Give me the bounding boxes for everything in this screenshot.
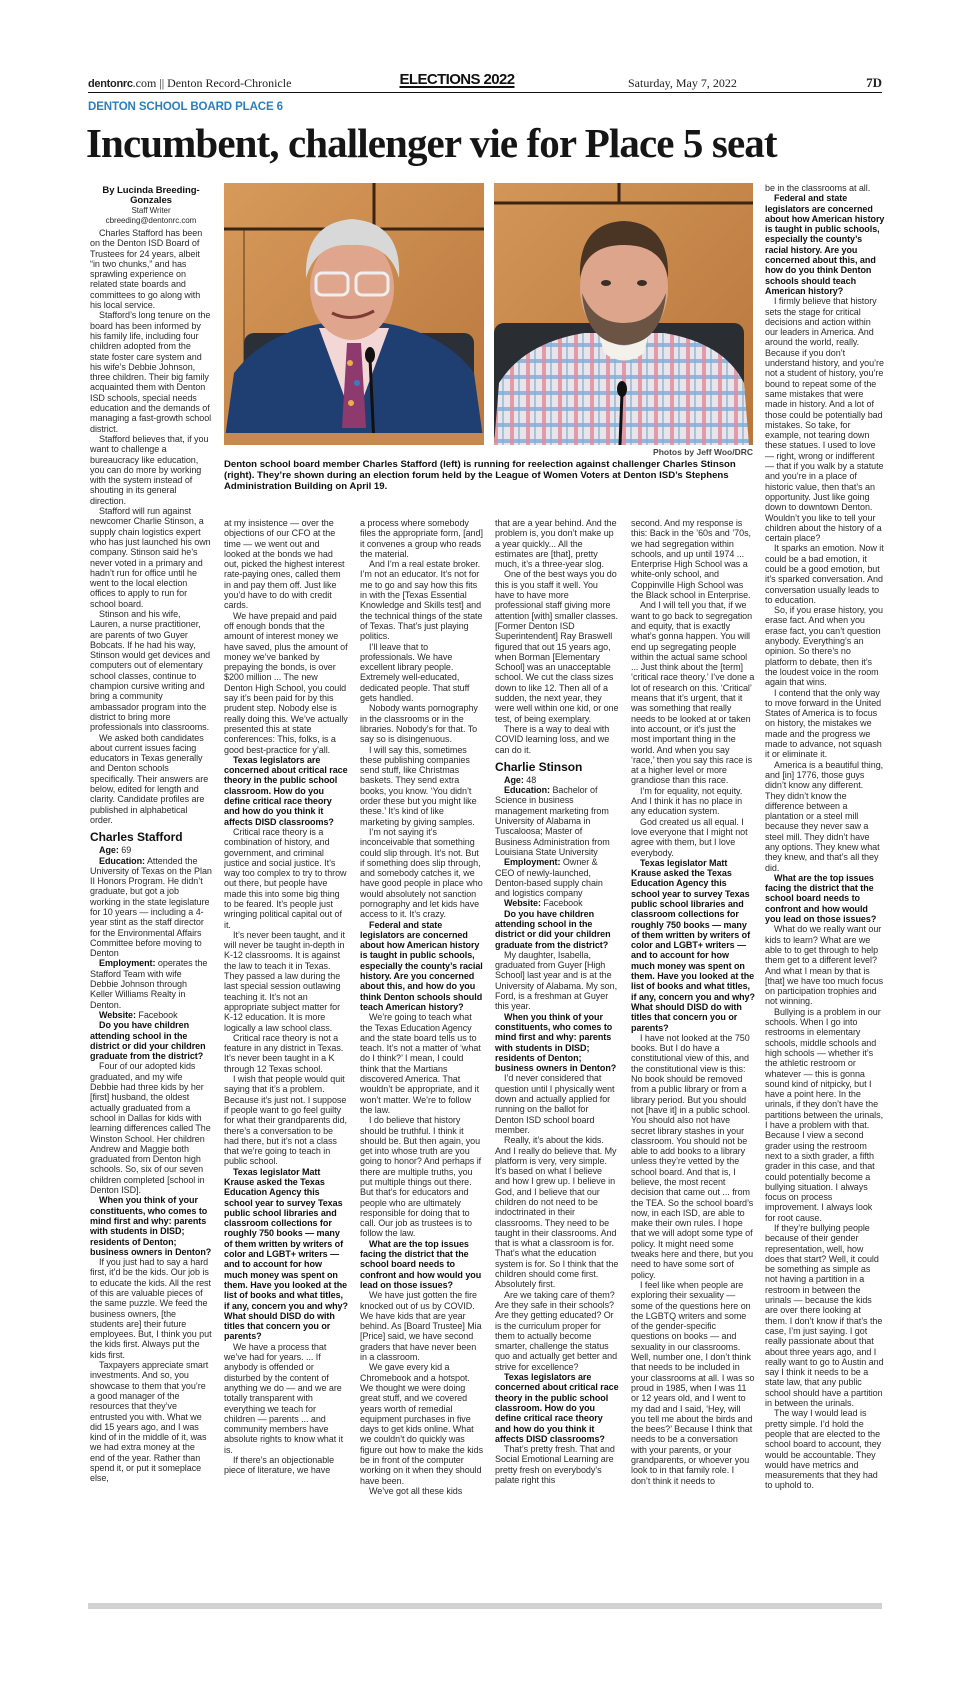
paragraph: Taxpayers appreciate smart investments. And so, you showcase to them that you’re a good manager of the resources that they’ve entrusted you with. What we did 15 years ago, and I was kind of in the middle of it, was we had extra money at the end of the year. Rather than spend it, or put it someplace else, (90, 1360, 209, 1484)
header-rule (88, 92, 882, 93)
paragraph: I’m for equality, not equity. And I think it has no place in any education system. (631, 785, 743, 817)
fact-label: Age: (99, 845, 119, 856)
paragraph: We gave every kid a Chromebook and a hotspot. We thought we were doing great stuff, and we covered years worth of remedial equipment purchases in five days to get kids online. What we couldn’t do quickly was figure out how to make the kids be in front of the computer working on it when they should have been. (360, 1362, 484, 1486)
paragraph: And I’m a real estate broker. I’m not an educator. It’s not for me to go and say how this fits in with the [Texas Essential Knowledge and Skills test] and the technical things of the state of Texas. That’s just playing politics. (360, 559, 483, 642)
fact-value: Facebook (540, 898, 583, 909)
candidate-fact (495, 898, 619, 908)
paragraph: America is a beautiful thing, and [in] 1776, those guys didn’t know any different. They didn’t know the difference between a plantation or a steel mill because they never saw a steel mill. They didn’t have any options. They knew what they knew, and that’s all they did. (765, 759, 884, 873)
interview-question: When you think of your constituents, who comes to mind first and why: parents with students in DISD; residents of Denton; business owners in Denton? (495, 1011, 617, 1074)
candidate-fact (90, 1010, 212, 1020)
paragraph: I’d never considered that question until I physically went down and actually applied for running on the ballot for Denton ISD school board member. (495, 1073, 615, 1135)
column-body (90, 228, 212, 1484)
candidate-fact (495, 775, 619, 785)
paragraph: If there’s an objectionable piece of literature, we have (224, 1455, 335, 1476)
paragraph: I’ll leave that to professionals. We have excellent library people. Extremely well-educated, dedicated people. That stuff gets handled. (360, 641, 470, 704)
article-column-2 (224, 518, 348, 1594)
paragraph: Stafford will run against newcomer Charlie Stinson, a supply chain logistics expert who has just launched his own company. Stinson said he’s never voted in a primary and hadn’t run for office until he went to the local election offices to apply to run for school board. (90, 506, 211, 609)
fact-value: Facebook (135, 1009, 178, 1020)
paragraph: Four of our adopted kids graduated, and my wife Debbie had three kids by her [first] husband, the oldest actually graduated from a school in Dallas for kids with learning differences called The Winston School. Her children Andrew and Maggie both graduated from Denton high schools. So, six of our seven children completed [school in Denton ISD]. (90, 1061, 211, 1196)
fact-label: Website: (99, 1009, 136, 1020)
paragraph: Are we taking care of them? Are they safe in their schools? Are they getting educated? Or is the curriculum proper for them to actually become smarter, challenge the status quo and actually get better and strive for excellence? (495, 1289, 618, 1372)
paragraph: There is a way to deal with COVID learning loss, and we can do it. (495, 723, 610, 755)
candidate-fact (90, 845, 212, 855)
column-body (495, 518, 619, 1485)
fact-label: Employment: (99, 958, 156, 969)
paragraph: Charles Stafford has been on the Denton ISD Board of Trustees for 24 years, albeit “in two chunks,” and has sprawling experience on related state boards and committees to go along with his local service. (90, 228, 203, 311)
fact-label: Age: (504, 774, 524, 785)
paragraph: We have a process that we’ve had for years. ... If anybody is offended or disturbed by the content of anything we do — and we are totally transparent with everything we teach for children — parents ... and community members have absolute rights to know what it is. (224, 1341, 344, 1455)
paragraph: One of the best ways you do this is you staff it well. You have to have more professional staff giving more attention [with] smaller classes. [Former Denton ISD Superintendent] Ray Braswell figured that out 15 years ago, when Borman [Elementary School] was an unacceptable school. We cut the class sizes down to like 12. Then all of a sudden, the next year, they were well within one kid, or one test, of being exemplary. (495, 569, 619, 724)
interview-question: Do you have children attending school in the district or did your children graduate from the district? (495, 908, 611, 950)
paragraph: that are a year behind. And the problem is, you don’t make up a year quickly... All the estimates are [that], pretty much, it’s a three-year slog. (495, 518, 617, 570)
paragraph: Stafford’s long tenure on the board has been informed by his family life, including four children adopted from the state foster care system and his wife’s Debbie Johnson, three children. Their big family acquainted them with Denton ISD schools, special needs education and the demands of managing a fast-growth school district. (90, 310, 212, 434)
paragraph: Critical race theory is not a feature in any district in Texas. It’s never been taught in a K through 12 Texas school. (224, 1032, 344, 1074)
paragraph: a process where somebody files the appropriate form, [and] it convenes a group who reads the material. (360, 518, 483, 559)
paragraph: God created us all equal. I love everyone that I might not agree with them, but I love everybody. (631, 816, 748, 858)
paragraph: We have prepaid and paid off enough bonds that the amount of interest money we have saved, plus the amount of money we’ve banked by prepaying the bonds, is over $200 million ... The new Denton High School, you could say it’s been paid for by this prudent step. Nobody else is really doing this. We’ve actually presented this at state conferences: This, folks, is a good best-practice for y’all. (224, 610, 348, 755)
paragraph: I have not looked at the 750 books. But I do have a constitutional view of this, and the constitutional view is this: No book should be removed from a public library or from a library period. But you should not [have it] in a public school. You should also not have secret library stashes in your classroom. You should not be able to add books to a library unless they’re vetted by the school board. And that is, I believe, the most recent decision that came out ... from the TEA. So the school board’s now, in each ISD, are able to make their own rules. I hope that we will adopt some type of policy. It might need some tweaks here and there, but you need to have some sort of policy. (631, 1032, 754, 1280)
column-body (631, 518, 755, 1486)
paragraph: So, if you erase history, you erase fact. And when you erase fact, you can’t question anybody. Everything’s an opinion. So there’s no platform to debate, then it’s the loudest voice in the room again that wins. (765, 605, 883, 688)
interview-question: Federal and state legislators are concerned about how American history is taught in public schools, especially the county’s racial history. Are you concerned about this, and how do you think Denton schools should teach American history? (765, 193, 885, 296)
paragraph: The way I would lead is pretty simple. I’d hold the people that are elected to the school board to account, they would be accountable. They would have metrics and measurements that they had to uphold to. (765, 1408, 882, 1491)
fact-value: operates the Stafford Team with wife Debbie Johnson through Keller Williams Realty in Denton. (90, 958, 208, 1010)
fact-label: Employment: (504, 857, 561, 868)
byline-author: By Lucinda Breeding-Gonzales (102, 186, 200, 206)
paragraph: be in the classrooms at all. (765, 183, 871, 193)
photo-charles-stafford (224, 183, 484, 445)
fact-value: Attended the University of Texas on the Plan II Honors Program. He didn’t graduate, but got a job working in the state legislature for 10 years — including a 4-year stint as the staff director for the Environmental Affairs Committee before moving to Denton (90, 855, 212, 959)
paragraph: We’ve got all these kids (369, 1485, 463, 1496)
fact-label: Education: (504, 785, 550, 796)
paragraph: I do believe that history should be truthful. I think it should be. But then again, you get into whose truth are you going to honor? And perhaps if there are multiple truths, you put multiple things out there. But that’s for educators and people who are ultimately responsible for doing that to call. Our job as trustees is to follow the law. (360, 1115, 482, 1239)
interview-question: Texas legislators are concerned about critical race theory in the public school classroom. How do you define critical race theory and how do you think it affects DISD classrooms? (224, 754, 348, 827)
byline (90, 186, 212, 226)
paragraph: I firmly believe that history sets the stage for critical decisions and action within our leaders in America. And around the world, really. Because if you don’t understand history, and you’re not a student of history, you’re bound to repeat some of the same mistakes that were made in history. And a lot of those could be potentially bad mistakes. So take, for example, not tearing down these statues. I used to love — right, wrong or indifferent — that if you walk by a statute and you’re in a place of historic value, then that’s an opportunity. Just like going down to downtown Denton. Wouldn’t you like to tell your children about the history of a certain place? (765, 296, 884, 544)
column-body (765, 183, 885, 1491)
paragraph: It sparks an emotion. Now it could be a bad emotion, it could be a good emotion, but it’s sparked conversation. And conversation usually leads to to education. (765, 543, 884, 605)
candidate-fact (90, 856, 212, 959)
paragraph: What do we really want our kids to learn? What are we able to to get through to help them get to a different level? And what I mean by that is [that] we have too much focus on participation trophies and not winning. (765, 924, 884, 1007)
interview-question: When you think of your constituents, who comes to mind first and why: parents with students in DISD; residents of Denton; business owners in Denton? (90, 1195, 212, 1257)
headline: Incumbent, challenger vie for Place 5 seat (86, 120, 777, 166)
issue-date: Saturday, May 7, 2022 (628, 76, 737, 90)
paragraph: That’s pretty fresh. That and Social Emotional Learning are pretty fresh on everybody’s palate right this (495, 1444, 615, 1486)
paragraph: I will say this, sometimes these publishing companies send stuff, like Christmas baskets. They send extra books, you know. ‘You didn’t order these but you might like these.’ It’s kind of like marketing by giving samples. (360, 744, 477, 827)
article-column-3 (360, 518, 484, 1594)
fact-value: Owner & CEO of newly-launched, Denton-based supply chain and logistics company (495, 857, 603, 899)
paragraph: Critical race theory is a combination of history, and government, and criminal justice and social justice. It’s way too complex to try to throw out there, but people have made this into some big thing to be feared. It’s people just wringing political capital out of it. (224, 826, 347, 930)
candidate-fact (90, 958, 212, 1009)
paragraph: second. And my response is this: Back in the ’60s and ’70s, we had segregation within schools, and up until 1974 ... Enterprise High School was a white-only school, and Coppinville High School was the Black school in Enterprise. (631, 518, 751, 601)
page-number: 7D (866, 75, 882, 90)
masthead-site (88, 76, 291, 91)
fact-value: Bachelor of Science in business management marketing from University of Alabama in Tuscaloosa; Master of Business Administration from Louisiana State University (495, 785, 610, 857)
fact-value: 48 (523, 774, 537, 785)
section-title: ELECTIONS 2022 (399, 71, 515, 88)
interview-question: Texas legislator Matt Krause asked the Texas Education Agency this school year to survey Texas public school libraries and classroom collections for roughly 750 books — many of them written by writers of color and LGBT+ writers — and to account for how much money was spent on them. Have you looked at the list of books and what titles, if any, concern you and why? What should DISD do with titles that concern you or parents? (631, 857, 755, 1033)
fact-label: Education: (99, 855, 145, 866)
paragraph: My daughter, Isabella, graduated from Guyer [High School] last year and is at the University of Alabama. My son, Ford, is a freshman at Guyer this year. (495, 949, 618, 1012)
interview-question: Do you have children attending school in the district or did your children graduate from the district? (90, 1020, 206, 1062)
article-column-6 (765, 183, 885, 1594)
paragraph: It’s never been taught, and it will never be taught in-depth in K-12 classrooms. It is against the law to teach it in Texas. They passed a law during the last special session outlawing teaching it. It’s not an appropriate subject matter for K-12 education. It is more logically a law school class. (224, 929, 345, 1033)
byline-role: Staff Writer (131, 206, 171, 215)
page-bottom-rule (88, 1603, 882, 1609)
column-body (224, 518, 348, 1476)
paragraph: Bullying is a problem in our schools. When I go into restrooms in elementary schools, middle schools and high schools — whether it’s the athletic restroom or whatever — this is gonna sound kind of nitpicky, but I have a point here. In the urinals, if they don’t have the partitions between the urinals, I have a problem with that. Because I view a second grader using the restroom next to a sixth grader, a fifth grader in this case, and that could potentially become a bullying situation. I always focus on process improvement. I always look for root cause. (765, 1006, 884, 1223)
paragraph: Stafford believes that, if you want to challenge a bureaucracy like education, you can do more by working with the system instead of shouting in its general direction. (90, 433, 209, 506)
fact-value: 69 (118, 845, 132, 856)
interview-question: What are the top issues facing the district that the school board needs to confront and how would you lead on those issues? (765, 872, 877, 925)
interview-question: Texas legislator Matt Krause asked the Texas Education Agency this school year to survey Texas public school libraries and classroom collections for roughly 750 books — many of them written by writers of color and LGBT+ writers — and to account for how much money was spent on them. Have you looked at the list of books and what titles, if any, concern you and why? What should DISD do with titles that concern you or parents? (224, 1166, 348, 1342)
candidate-fact (495, 857, 619, 898)
paragraph: Nobody wants pornography in the classrooms or in the libraries. Nobody’s for that. To say so is disingenuous. (360, 703, 478, 745)
paragraph: We’re going to teach what the Texas Education Agency and the state board tells us to teach. It’s not a matter of ‘what do I think?’ I mean, I could think that the Martians discovered America. That wouldn’t be appropriate, and it won’t matter. We’re to follow the law. (360, 1012, 481, 1115)
column-body (360, 518, 484, 1496)
paragraph: And I will tell you that, if we want to go back to segregation and equity, that is exactly what’s gonna happen. You will end up segregating people within the actual same school ... Just think about the [term] ‘critical race theory.’ I’ve done a lot of research on this. ‘Critical’ means that it’s urgent, that it was something that really needs to be looked at or taken into account, or it’s just the most important thing in the world. And when you say ‘race,’ then you say this race is at a higher level or more grandiose than this race. (631, 600, 755, 786)
story-kicker: DENTON SCHOOL BOARD PLACE 6 (88, 101, 283, 113)
interview-question: Federal and state legislators are concerned about how American history is taught in public schools, especially the county’s racial history. Are you concerned about this, and how do you think Denton schools should teach American history? (360, 919, 483, 1012)
interview-question: What are the top issues facing the district that the school board needs to confront and how would you lead on those issues? (360, 1238, 482, 1290)
paragraph: I wish that people would quit saying that it’s a problem. Because it’s just not. I suppose if people want to go feel guilty for what their grandparents did, there’s a conversation to be had there, but it’s not a class that we’re going to teach in public school. (224, 1074, 347, 1167)
candidate-name-heading: Charles Stafford (90, 830, 183, 845)
paragraph: I’m not saying it’s inconceivable that something could slip through. It’s not. But if something does slip through, and somebody catches it, we have good people in place who would absolutely not sanction pornography and let kids have access to it. It’s crazy. (360, 826, 483, 920)
interview-question: Texas legislators are concerned about critical race theory in the public school classroom. How do you define critical race theory and how do you think it affects DISD classrooms? (495, 1372, 619, 1444)
site-name: dentonrc (88, 78, 133, 90)
paragraph: Stinson and his wife, Lauren, a nurse practitioner, are parents of two Guyer Bobcats. If he had his way, Stinson would get devices and computers out of elementary school classes, continue to champion cursive writing and bring a community ambassador program into the district to bring more professionals into classrooms. (90, 608, 211, 733)
candidate-fact (495, 785, 619, 857)
site-publication: .com || Denton Record-Chronicle (132, 76, 292, 90)
paragraph: If you just had to say a hard first, it’d be the kids. Our job is to educate the kids. All the rest of this are valuable pieces of the same puzzle. We feed the business owners, [the students are] their future employees. But, I think you put the kids first. Always put the kids first. (90, 1257, 212, 1360)
paragraph: We have just gotten the fire knocked out of us by COVID. We have kids that are year behind. As [Board Trustee] Mia [Price] said, we have second graders that have never been in a classroom. (360, 1290, 482, 1363)
byline-email: cbreeding@dentonrc.com (105, 216, 197, 225)
paragraph: Really, it’s about the kids. And I really do believe that. My platform is very, very simple. It’s based on what I believe and how I grew up. I believe in God, and I believe that our children do not need to be indoctrinated in their classrooms. They need to be taught in their classrooms. And that is what a classroom is for. That’s what the education system is for. So I think that the children should come first. Absolutely first. (495, 1135, 619, 1290)
photo-charlie-stinson (494, 183, 753, 445)
paragraph: We asked both candidates about current issues facing educators in Texas generally and Denton schools specifically. Their answers are below, edited for length and clarity. Candidate profiles are published in alphabetical order. (90, 732, 209, 825)
paragraph: I feel like when people are exploring their sexuality — some of the questions here on the LGBTQ writers and some of the gender-specific questions on books — and sexuality in our classrooms. Well, number one, I don’t think that needs to be included in your classrooms at all. I was so proud in 1985, when I was 11 or 12 years old, and I went to my dad and I said, ‘Hey, will you tell me about the birds and the bees?’ Because I think that needs to be a conversation with your parents, or your grandparents, or whoever you look to in that family role. I don’t think it needs to (631, 1279, 755, 1486)
paragraph: If they’re bullying people because of their gender representation, well, how does that start? Well, it could be something as simple as not having a partition in a restroom in between the urinals — because the kids are over there looking at them. I don’t know if that’s the case, I’m just saying. I got really passionate about that about three years ago, and I really want to go to Austin and say I think it needs to be a state law, that any public school should have a partition in between the urinals. (765, 1222, 884, 1409)
article-column-4 (495, 518, 619, 1594)
paragraph: I contend that the only way to move forward in the United States of America is to focus on history, the mistakes we made and the progress we made to advance, not squash it or eliminate it. (765, 687, 882, 760)
photo-caption: Denton school board member Charles Stafford (left) is running for reelection against challenger Charles Stinson (right). They’re shown during an election forum held by the League of Women Voters at Denton ISD’s Stephens Administration Building on April 19. (224, 459, 736, 492)
fact-label: Website: (504, 898, 541, 909)
paragraph: at my insistence — over the objections of our CFO at the time — we went out and looked at the bonds we had out, picked the highest interest rate-paying ones, called them in and pay them off. Just like you’d have to do with credit cards. (224, 518, 345, 611)
article-column-1 (90, 186, 212, 1594)
candidate-name-heading: Charlie Stinson (495, 759, 583, 774)
article-column-5 (631, 518, 755, 1594)
photo-credit: Photos by Jeff Woo/DRC (653, 447, 753, 457)
